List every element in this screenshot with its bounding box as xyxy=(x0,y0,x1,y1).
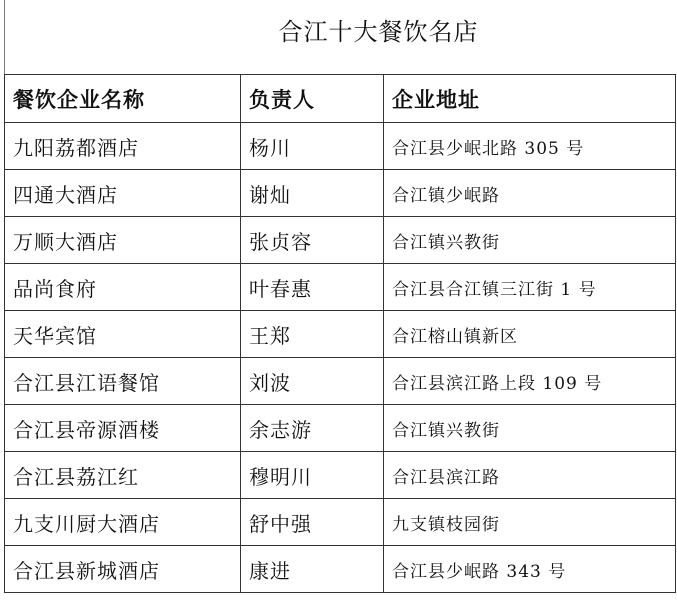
restaurant-name-cell: 万顺大酒店 xyxy=(5,217,241,264)
manager-cell: 杨川 xyxy=(241,123,384,170)
restaurant-name-cell: 天华宾馆 xyxy=(5,311,241,358)
manager-cell: 刘波 xyxy=(241,358,384,405)
table-header-row xyxy=(5,75,676,123)
table-row xyxy=(5,358,676,405)
manager-cell: 舒中强 xyxy=(241,499,384,546)
restaurant-name-cell: 合江县江语餐馆 xyxy=(5,358,241,405)
restaurant-name-cell: 品尚食府 xyxy=(5,264,241,311)
column-header-manager: 负责人 xyxy=(241,75,384,123)
table-row xyxy=(5,499,676,546)
table-row xyxy=(5,452,676,499)
restaurant-name-cell: 合江县荔江红 xyxy=(5,452,241,499)
table-row xyxy=(5,311,676,358)
restaurant-name-cell: 九支川厨大酒店 xyxy=(5,499,241,546)
manager-cell: 穆明川 xyxy=(241,452,384,499)
address-cell: 合江县少岷北路 305 号 xyxy=(384,123,676,170)
address-cell: 合江县合江镇三江街 1 号 xyxy=(384,264,676,311)
column-header-address: 企业地址 xyxy=(384,75,676,123)
column-header-name: 餐饮企业名称 xyxy=(5,75,241,123)
manager-cell: 余志游 xyxy=(241,405,384,452)
address-cell: 合江镇少岷路 xyxy=(384,170,676,217)
manager-cell: 谢灿 xyxy=(241,170,384,217)
address-cell: 合江县滨江路 xyxy=(384,452,676,499)
manager-cell: 康进 xyxy=(241,546,384,593)
restaurant-name-cell: 九阳荔都酒店 xyxy=(5,123,241,170)
document-title: 合江十大餐饮名店 xyxy=(278,18,479,46)
restaurant-name-cell: 四通大酒店 xyxy=(5,170,241,217)
restaurant-name-cell: 合江县新城酒店 xyxy=(5,546,241,593)
manager-cell: 王郑 xyxy=(241,311,384,358)
manager-cell: 叶春惠 xyxy=(241,264,384,311)
restaurant-name-cell: 合江县帝源酒楼 xyxy=(5,405,241,452)
manager-cell: 张贞容 xyxy=(241,217,384,264)
address-cell: 合江县少岷路 343 号 xyxy=(384,546,676,593)
address-cell: 合江镇兴教街 xyxy=(384,405,676,452)
table-row xyxy=(5,264,676,311)
table-row xyxy=(5,123,676,170)
table-row xyxy=(5,546,676,593)
address-cell: 合江榕山镇新区 xyxy=(384,311,676,358)
table-row xyxy=(5,217,676,264)
table-row xyxy=(5,405,676,452)
address-cell: 合江县滨江路上段 109 号 xyxy=(384,358,676,405)
restaurant-table xyxy=(4,74,676,593)
address-cell: 合江镇兴教街 xyxy=(384,217,676,264)
address-cell: 九支镇枝园街 xyxy=(384,499,676,546)
table-row xyxy=(5,170,676,217)
